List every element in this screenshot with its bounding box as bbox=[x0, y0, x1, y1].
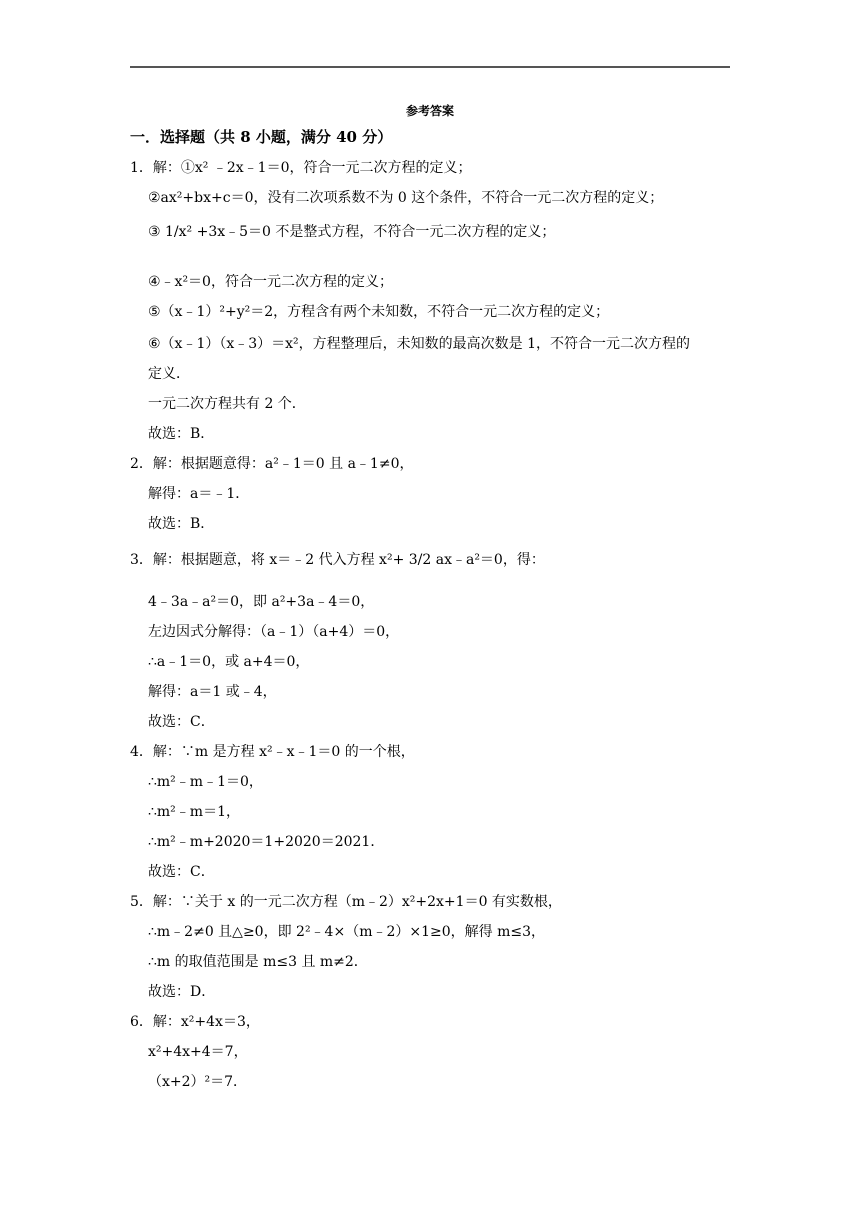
answer-line: ④﹣x²＝0，符合一元二次方程的定义； bbox=[148, 274, 393, 290]
answer-line: 5．解：∵关于 x 的一元二次方程（m﹣2）x²+2x+1＝0 有实数根， bbox=[130, 894, 562, 910]
answer-line: ②ax²+bx+c＝0，没有二次项系数不为 0 这个条件，不符合一元二次方程的定义； bbox=[148, 190, 664, 206]
header-rule bbox=[130, 66, 730, 68]
answer-line: 3．解：根据题意，将 x＝﹣2 代入方程 x²+ 3/2 ax﹣a²＝0，得： bbox=[130, 552, 545, 568]
answer-line: ∴m²﹣m﹣1＝0， bbox=[148, 774, 263, 790]
answer-line: 左边因式分解得：（a﹣1）（a+4）＝0， bbox=[148, 624, 400, 640]
answer-line: 故选：C． bbox=[148, 864, 215, 880]
page-title: 参考答案 bbox=[405, 104, 454, 118]
answer-line: ③ 1/x² +3x﹣5＝0 不是整式方程，不符合一元二次方程的定义； bbox=[148, 224, 556, 240]
answer-line: 解得：a＝﹣1． bbox=[148, 486, 250, 502]
answer-line: 定义． bbox=[148, 366, 190, 382]
answer-line: ∴m 的取值范围是 m≤3 且 m≠2． bbox=[148, 954, 368, 970]
answer-line: 6．解：x²+4x＝3， bbox=[130, 1014, 260, 1030]
answer-line: 故选：D． bbox=[148, 984, 216, 1000]
answer-line: 2．解：根据题意得：a²﹣1＝0 且 a﹣1≠0， bbox=[130, 456, 414, 472]
answer-line: ∴a﹣1＝0，或 a+4＝0， bbox=[148, 654, 310, 670]
answer-line: ∴m²﹣m+2020＝1+2020＝2021． bbox=[148, 834, 385, 850]
answer-line: 故选：B． bbox=[148, 426, 215, 442]
answer-line: 故选：C． bbox=[148, 714, 215, 730]
answer-line: x²+4x+4＝7， bbox=[148, 1044, 248, 1060]
answer-line: ∴m﹣2≠0 且△≥0，即 2²﹣4×（m﹣2）×1≥0，解得 m≤3， bbox=[148, 924, 546, 940]
section-heading: 一．选择题（共 8 小题，满分 40 分） bbox=[130, 128, 393, 146]
answer-line: ⑤（x﹣1）²+y²＝2，方程含有两个未知数，不符合一元二次方程的定义； bbox=[148, 304, 610, 320]
answer-line: ∴m²﹣m＝1， bbox=[148, 804, 240, 820]
answer-line: 4．解：∵m 是方程 x²﹣x﹣1＝0 的一个根， bbox=[130, 744, 415, 760]
answer-line: ⑥（x﹣1）（x﹣3）＝x²，方程整理后，未知数的最高次数是 1，不符合一元二次方程的 bbox=[148, 336, 691, 352]
answer-line: 一元二次方程共有 2 个． bbox=[148, 396, 306, 412]
answer-line: 故选：B． bbox=[148, 516, 215, 532]
answer-line: 1．解：①x² ﹣2x﹣1＝0，符合一元二次方程的定义； bbox=[130, 160, 472, 176]
answer-line: 4﹣3a﹣a²＝0，即 a²+3a﹣4＝0， bbox=[148, 594, 375, 610]
answer-line: （x+2）²＝7． bbox=[148, 1074, 248, 1090]
answer-line: 解得：a＝1 或﹣4， bbox=[148, 684, 277, 700]
